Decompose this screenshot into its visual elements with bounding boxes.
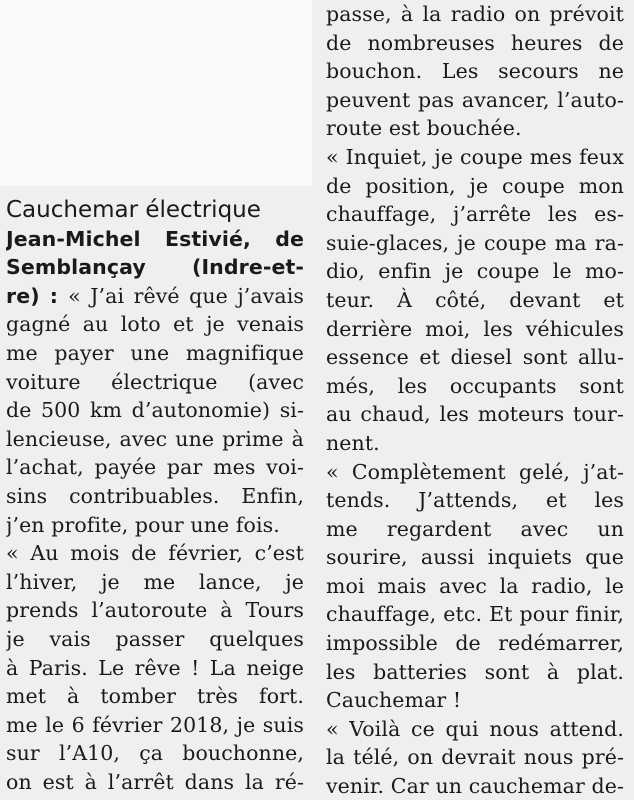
right_column-line: peuvent pas avancer, l’auto-: [326, 87, 624, 112]
left_column-line: à Paris. Le rêve ! La neige: [6, 655, 304, 680]
right_column-line: impossible de redémarrer,: [326, 631, 624, 656]
right_column-line: me regardent avec un: [326, 516, 624, 541]
right_column-line: au chaud, les moteurs tour-: [326, 402, 624, 427]
left_column-line: [6, 796, 304, 800]
right_column-line: derrière moi, les véhicules: [326, 316, 624, 341]
right_column-line: nent.: [326, 430, 380, 455]
left_column-line: de 500 km d’autonomie) si-: [6, 398, 304, 423]
left_column-line: voiture électrique (avec: [6, 369, 304, 394]
right_column-line: bouchon. Les secours ne: [326, 59, 624, 84]
article-title: Cauchemar électrique: [6, 197, 261, 223]
right_column-line: chauffage, etc. Et pour finir,: [326, 602, 624, 627]
left_column-line: met à tomber très fort.: [6, 684, 304, 709]
right_column-line: Cauchemar !: [326, 688, 462, 713]
left_column-line: on est à l’arrêt dans la ré-: [6, 769, 304, 794]
left-column: [6, 196, 304, 800]
right_column-line: chauffage, j’arrête les es-: [326, 202, 624, 227]
right_column-line: teur. À côté, devant et: [326, 287, 624, 312]
right_column-line: les batteries sont à plat.: [326, 659, 624, 684]
left_column-line: j’en profite, pour une fois.: [6, 512, 280, 537]
left_column-line: me payer une magnifique: [6, 340, 304, 365]
left_column-line: lencieuse, avec une prime à: [6, 426, 304, 451]
left_column-line: Jean-Michel Estivié, de: [6, 226, 304, 251]
left_column-line: je vais passer quelques: [6, 626, 304, 651]
right_column-line: la télé, on devrait nous pré-: [326, 745, 624, 770]
right_column-line: passe, à la radio on prévoit: [326, 2, 624, 26]
right_column-line: « Complètement gelé, j’at-: [326, 459, 624, 484]
left_column-line: me le 6 février 2018, je suis: [6, 712, 304, 737]
right_column-line: « Inquiet, je coupe mes feux: [326, 144, 624, 169]
right_column-line: més, les occupants sont: [326, 373, 624, 398]
left_column-line: sins contribuables. Enfin,: [6, 483, 304, 508]
left_column-line: [6, 282, 304, 311]
right_column-line: sourire, aussi inquiets que: [326, 545, 624, 570]
blank-area: [0, 0, 312, 186]
left_column-line: Semblançay (Indre-et-: [6, 255, 304, 280]
right_column-line: essence et diesel sont allu-: [326, 345, 624, 370]
left_column-line: l’hiver, je me lance, je: [6, 569, 304, 594]
right_column-line: de position, je coupe mon: [326, 173, 624, 198]
author-suffix: re) :: [6, 283, 69, 308]
right_column-line: dio, enfin je coupe le mo-: [326, 259, 624, 284]
right_column-line: « Voilà ce qui nous attend.: [326, 716, 624, 741]
left_column-line: prends l’autoroute à Tours: [6, 598, 304, 623]
right_column-line: de nombreuses heures de: [326, 30, 624, 55]
quote-start: « J’ai rêvé que j’avais: [68, 283, 304, 308]
right_column-line: route est bouchée.: [326, 116, 522, 141]
right_column-line: moi mais avec la radio, le: [326, 573, 624, 598]
right_column-line: suie-glaces, je coupe ma ra-: [326, 230, 624, 255]
right_column-line: venir. Car un cauchemar de-: [326, 774, 624, 799]
left_column-line: « Au mois de février, c’est: [6, 541, 304, 566]
right-column: [326, 0, 624, 800]
right_column-line: tends. J’attends, et les: [326, 488, 624, 513]
left_column-line: l’achat, payée par mes voi-: [6, 455, 304, 480]
left_column-line: sur l’A10, ça bouchonne,: [6, 741, 304, 766]
left_column-line: gagné au loto et je venais: [6, 312, 304, 337]
